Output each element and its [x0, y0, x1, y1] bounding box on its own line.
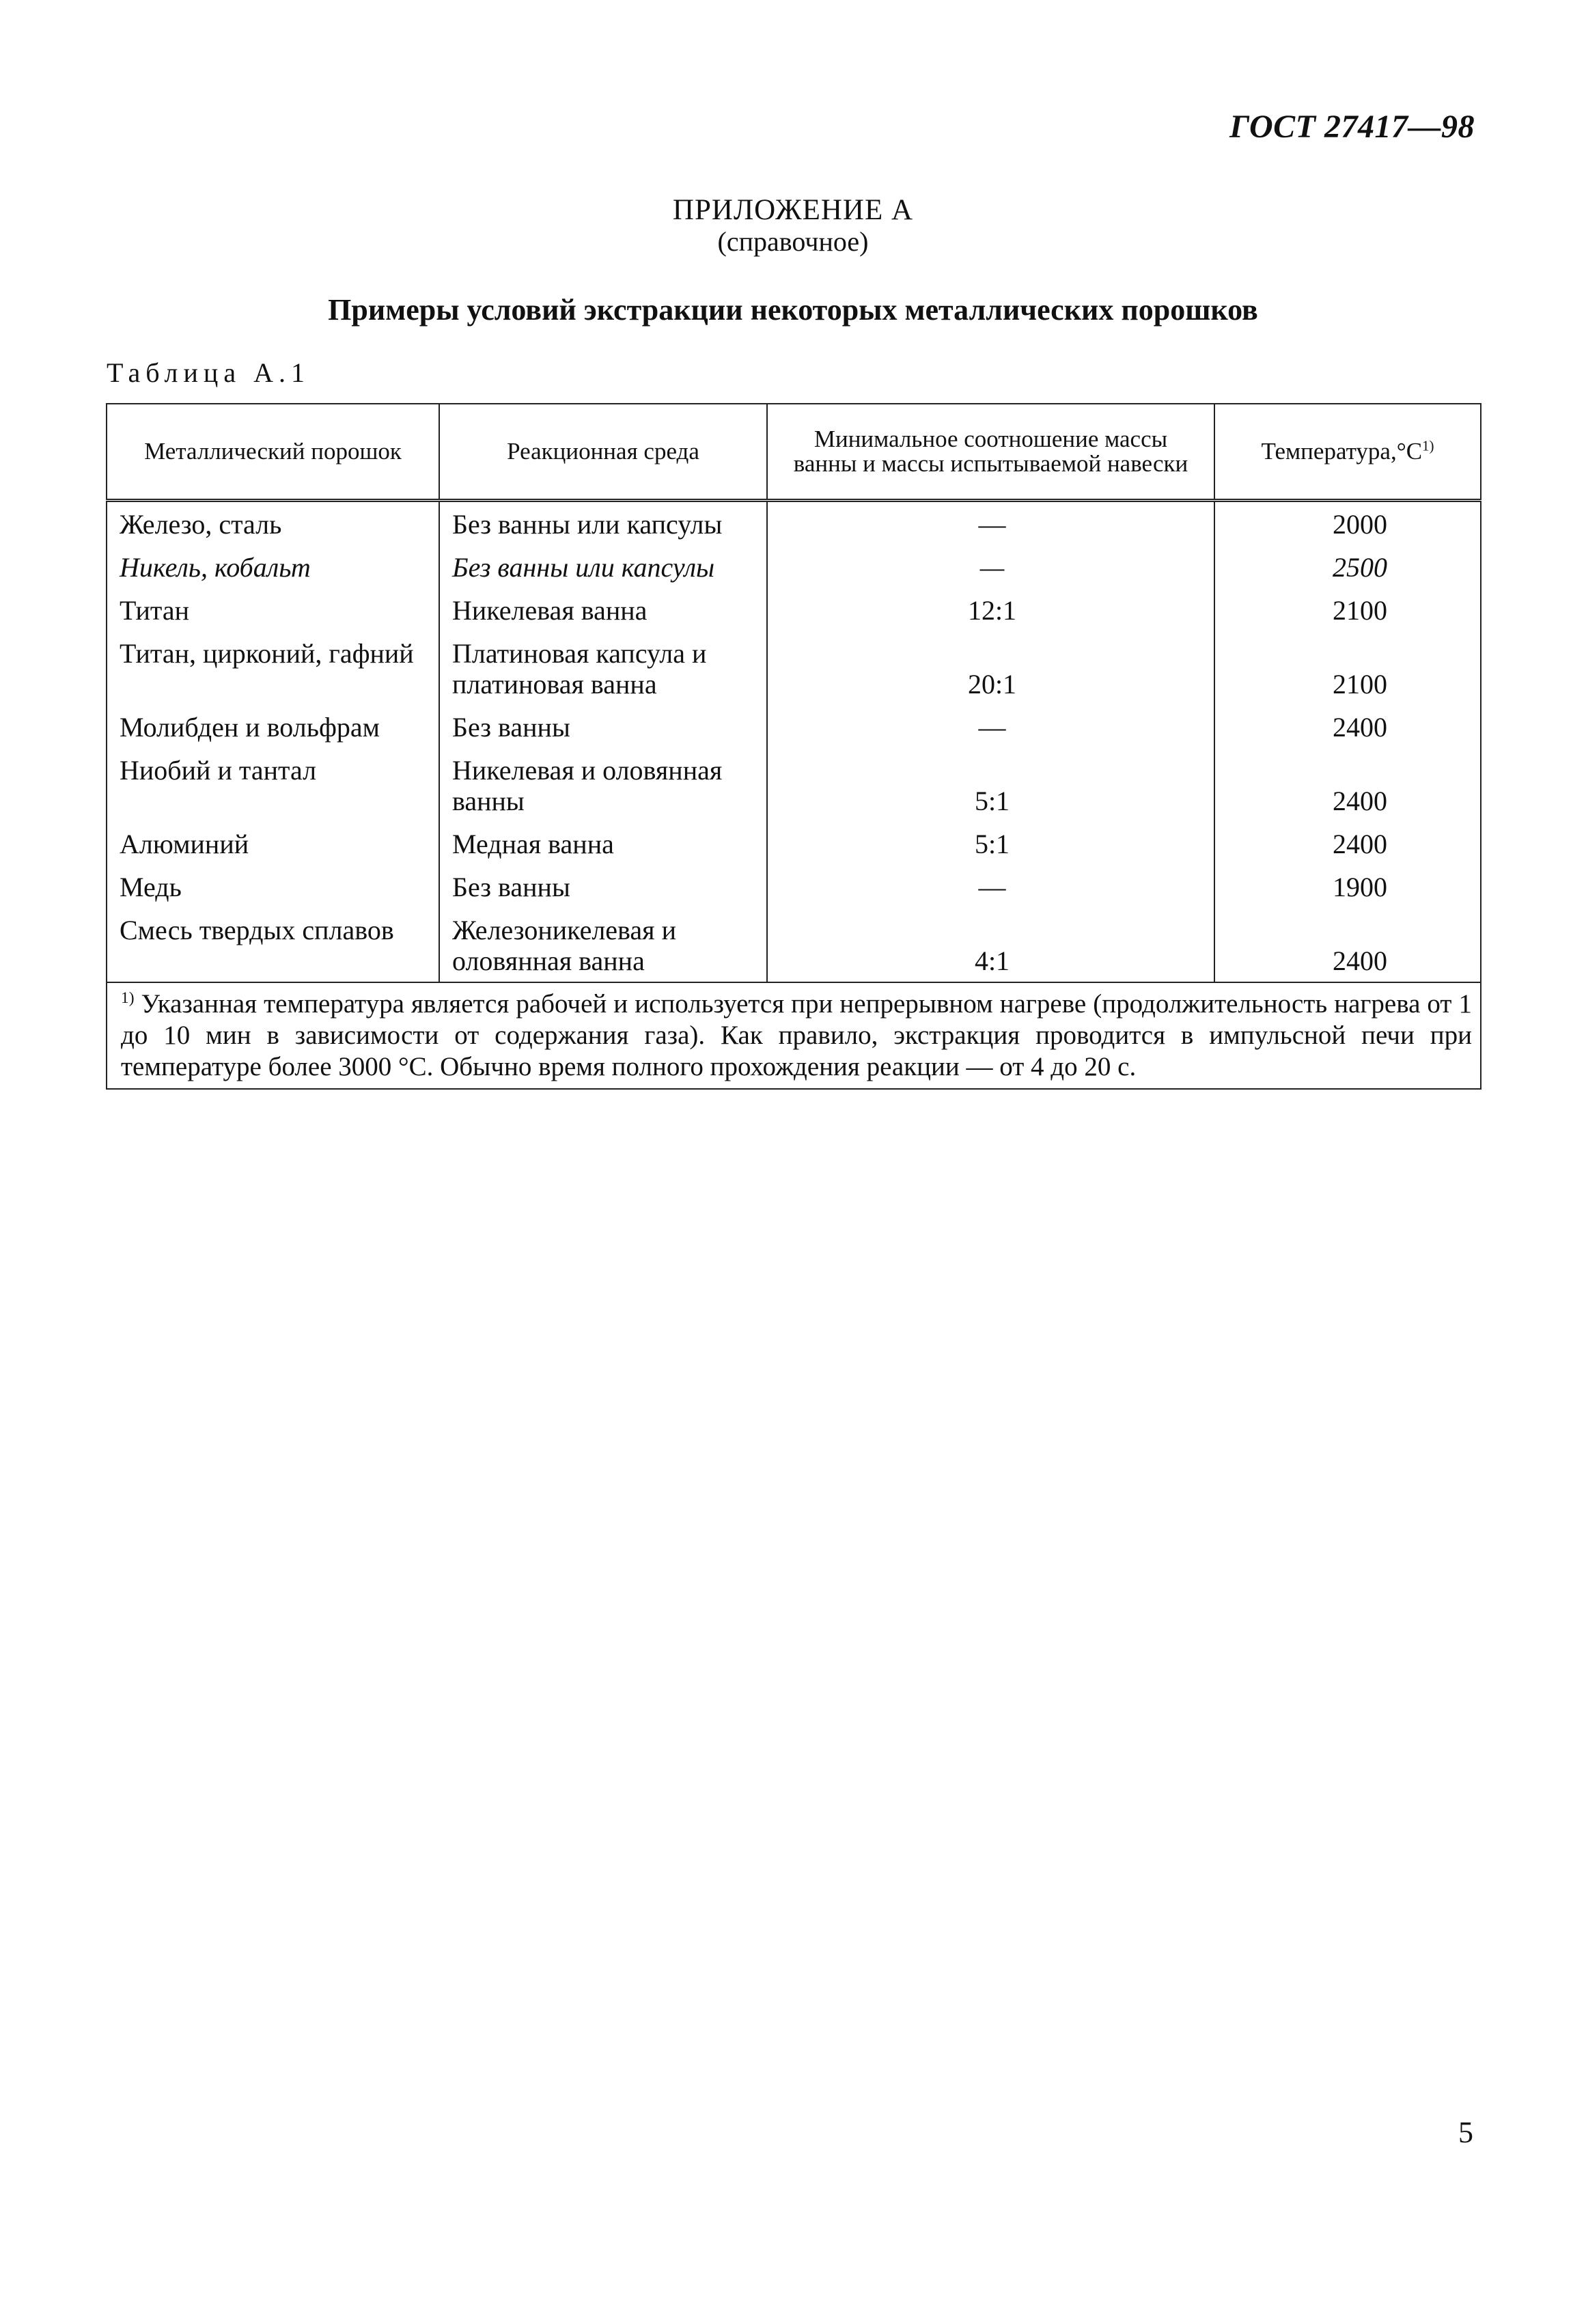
cell-temperature: 2400 — [1214, 705, 1481, 748]
table-row — [107, 822, 1481, 865]
table-row — [107, 705, 1481, 748]
column-header-temperature — [1214, 404, 1481, 501]
table-row — [107, 865, 1481, 908]
cell-medium: Медная ванна — [439, 822, 767, 865]
cell-ratio: 12:1 — [767, 588, 1214, 631]
cell-powder: Алюминий — [107, 822, 439, 865]
cell-medium: Без ванны — [439, 705, 767, 748]
table-caption: Таблица А.1 — [107, 357, 310, 388]
cell-ratio: — — [767, 705, 1214, 748]
cell-medium: Без ванны — [439, 865, 767, 908]
column-header-medium: Реакционная среда — [439, 404, 767, 501]
appendix-subtitle: (справочное) — [717, 226, 869, 257]
cell-ratio: 20:1 — [767, 631, 1214, 705]
cell-powder: Ниобий и тантал — [107, 748, 439, 822]
cell-temperature: 2100 — [1214, 631, 1481, 705]
column-header-ratio: Минимальное соотношение массы ванны и массы испытываемой навески — [767, 404, 1214, 501]
cell-temperature: 2000 — [1214, 501, 1481, 546]
cell-medium: Железоникелевая и оловянная ванна — [439, 908, 767, 982]
cell-medium: Без ванны или капсулы — [439, 501, 767, 546]
cell-medium: Никелевая и оловянная ванны — [439, 748, 767, 822]
cell-medium: Без ванны или капсулы — [439, 545, 767, 588]
table-row — [107, 748, 1481, 822]
cell-temperature: 2100 — [1214, 588, 1481, 631]
table-header-row — [107, 404, 1481, 501]
cell-powder: Смесь твердых сплавов — [107, 908, 439, 982]
table-footnote-row — [107, 982, 1481, 1089]
temperature-header-label: Температура,°С — [1261, 438, 1423, 465]
column-header-powder: Металлический порошок — [107, 404, 439, 501]
table-row — [107, 545, 1481, 588]
cell-temperature: 2400 — [1214, 908, 1481, 982]
table-row — [107, 588, 1481, 631]
cell-medium: Никелевая ванна — [439, 588, 767, 631]
temperature-footnote-mark: 1) — [1422, 437, 1434, 454]
cell-ratio: — — [767, 501, 1214, 546]
cell-temperature: 2400 — [1214, 822, 1481, 865]
table-footnote — [107, 982, 1481, 1089]
extraction-conditions-table — [106, 403, 1481, 1090]
cell-ratio: — — [767, 545, 1214, 588]
cell-powder: Железо, сталь — [107, 501, 439, 546]
page-number: 5 — [1458, 2116, 1473, 2149]
table-row — [107, 908, 1481, 982]
cell-powder: Титан, цирконий, гафний — [107, 631, 439, 705]
cell-ratio: 5:1 — [767, 748, 1214, 822]
table-row — [107, 631, 1481, 705]
document-code: ГОСТ 27417—98 — [1229, 109, 1475, 145]
cell-temperature: 1900 — [1214, 865, 1481, 908]
cell-powder: Титан — [107, 588, 439, 631]
cell-ratio: 4:1 — [767, 908, 1214, 982]
cell-ratio: — — [767, 865, 1214, 908]
appendix-title: ПРИЛОЖЕНИЕ А — [672, 194, 914, 226]
cell-temperature: 2400 — [1214, 748, 1481, 822]
footnote-text: Указанная температура является рабочей и используется при непрерывном нагреве (продолжительность нагрева от 1 до 10 мин в зависимости от содержания газа). Как правило, экстракция проводится в импульсной печи при температуре более 3000 °С. Обычно время полного прохождения реакции — от 4 до 20 с. — [121, 989, 1472, 1081]
cell-temperature: 2500 — [1214, 545, 1481, 588]
table-row — [107, 501, 1481, 546]
cell-medium: Платиновая капсула и платиновая ванна — [439, 631, 767, 705]
cell-powder: Медь — [107, 865, 439, 908]
footnote-mark: 1) — [121, 989, 135, 1007]
cell-powder: Никель, кобальт — [107, 545, 439, 588]
cell-powder: Молибден и вольфрам — [107, 705, 439, 748]
cell-ratio: 5:1 — [767, 822, 1214, 865]
table-heading: Примеры условий экстракции некоторых металлических порошков — [328, 293, 1258, 327]
